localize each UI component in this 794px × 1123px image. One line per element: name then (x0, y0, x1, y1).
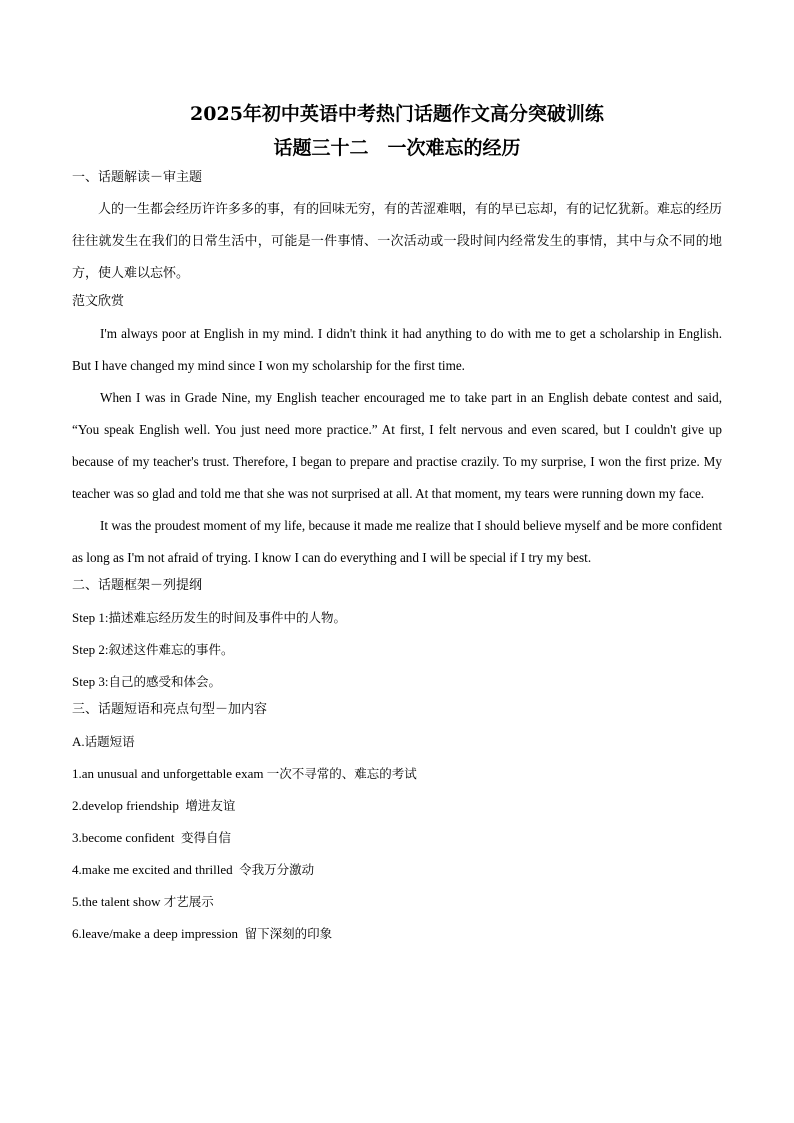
phrase-item (72, 918, 722, 950)
essay-paragraph-3: It was the proudest moment of my life, because it made me realize that I should believe myself and be more confident as long as I'm not afraid of trying. I know I can do everything and I will be special if I try my best. (72, 518, 722, 565)
phrase-cn: 一次不寻常的、难忘的考试 (266, 766, 417, 781)
outline-step (72, 666, 722, 698)
essay-paragraph-2: When I was in Grade Nine, my English teacher encouraged me to take part in an English debate contest and said, “You speak English well. You just need more practice.” At first, I felt nervous and even scared, but I couldn't give up because of my teacher's trust. Therefore, I began to prepare and practise crazily. To my surprise, I won the first prize. My teacher was so glad and told me that she was not surprised at all. At that moment, my tears were running down my face. (72, 390, 722, 501)
sub-label: A. (72, 734, 85, 749)
phrase-item (72, 822, 722, 854)
phrase-en: 3.become confident (72, 830, 182, 845)
phrase-cn: 留下深刻的印象 (244, 926, 333, 941)
phrase-list (72, 758, 722, 950)
phrase-item (72, 790, 722, 822)
step-label: Step 1: (72, 610, 109, 625)
phrase-en: 4.make me excited and thrilled (72, 862, 240, 877)
step-text: 自己的感受和体会。 (108, 674, 221, 689)
phrase-cn: 增进友谊 (185, 798, 236, 813)
step-label: Step 3: (72, 674, 109, 689)
step-text: 叙述这件难忘的事件。 (108, 642, 234, 657)
document-page (72, 100, 722, 950)
phrase-cn: 令我万分激动 (239, 862, 315, 877)
outline-steps (72, 602, 722, 698)
phrase-en: 6.leave/make a deep impression (72, 926, 245, 941)
step-label: Step 2: (72, 642, 109, 657)
model-essay-heading: 范文欣赏 (72, 294, 125, 309)
phrase-en: 1.an unusual and unforgettable exam (72, 766, 267, 781)
step-text: 描述难忘经历发生的时间及事件中的人物。 (108, 610, 346, 625)
phrase-item (72, 758, 722, 790)
phrase-en: 2.develop friendship (72, 798, 186, 813)
phrase-item (72, 854, 722, 886)
topic-title: 话题三十二 一次难忘的经历 (273, 137, 521, 159)
section-heading-2: 二、话题框架－列提纲 (72, 578, 203, 593)
outline-step (72, 602, 722, 634)
phrase-cn: 变得自信 (181, 830, 232, 845)
sub-text: 话题短语 (84, 734, 135, 749)
section-heading-1: 一、话题解读－审主题 (72, 170, 203, 185)
phrase-en: 5.the talent show (72, 894, 164, 909)
phrase-cn: 才艺展示 (163, 894, 214, 909)
topic-interpretation-paragraph: 人的一生都会经历许许多多的事，有的回味无穷，有的苦涩难咽，有的早已忘却，有的记忆犹新。难忘的经历往往就发生在我们的日常生活中，可能是一件事情、一次活动或一段时间内经常发生的事情，其中与众不同的地方，使人难以忘怀。 (72, 202, 723, 281)
phrases-subheading (72, 726, 722, 758)
section-heading-3: 三、话题短语和亮点句型－加内容 (72, 702, 268, 717)
outline-step (72, 634, 722, 666)
phrase-item (72, 886, 722, 918)
essay-paragraph-1: I'm always poor at English in my mind. I didn't think it had anything to do with me to get a scholarship in English. But I have changed my mind since I won my scholarship for the first time. (72, 326, 722, 373)
document-title: 2025年初中英语中考热门话题作文高分突破训练 (190, 103, 604, 125)
